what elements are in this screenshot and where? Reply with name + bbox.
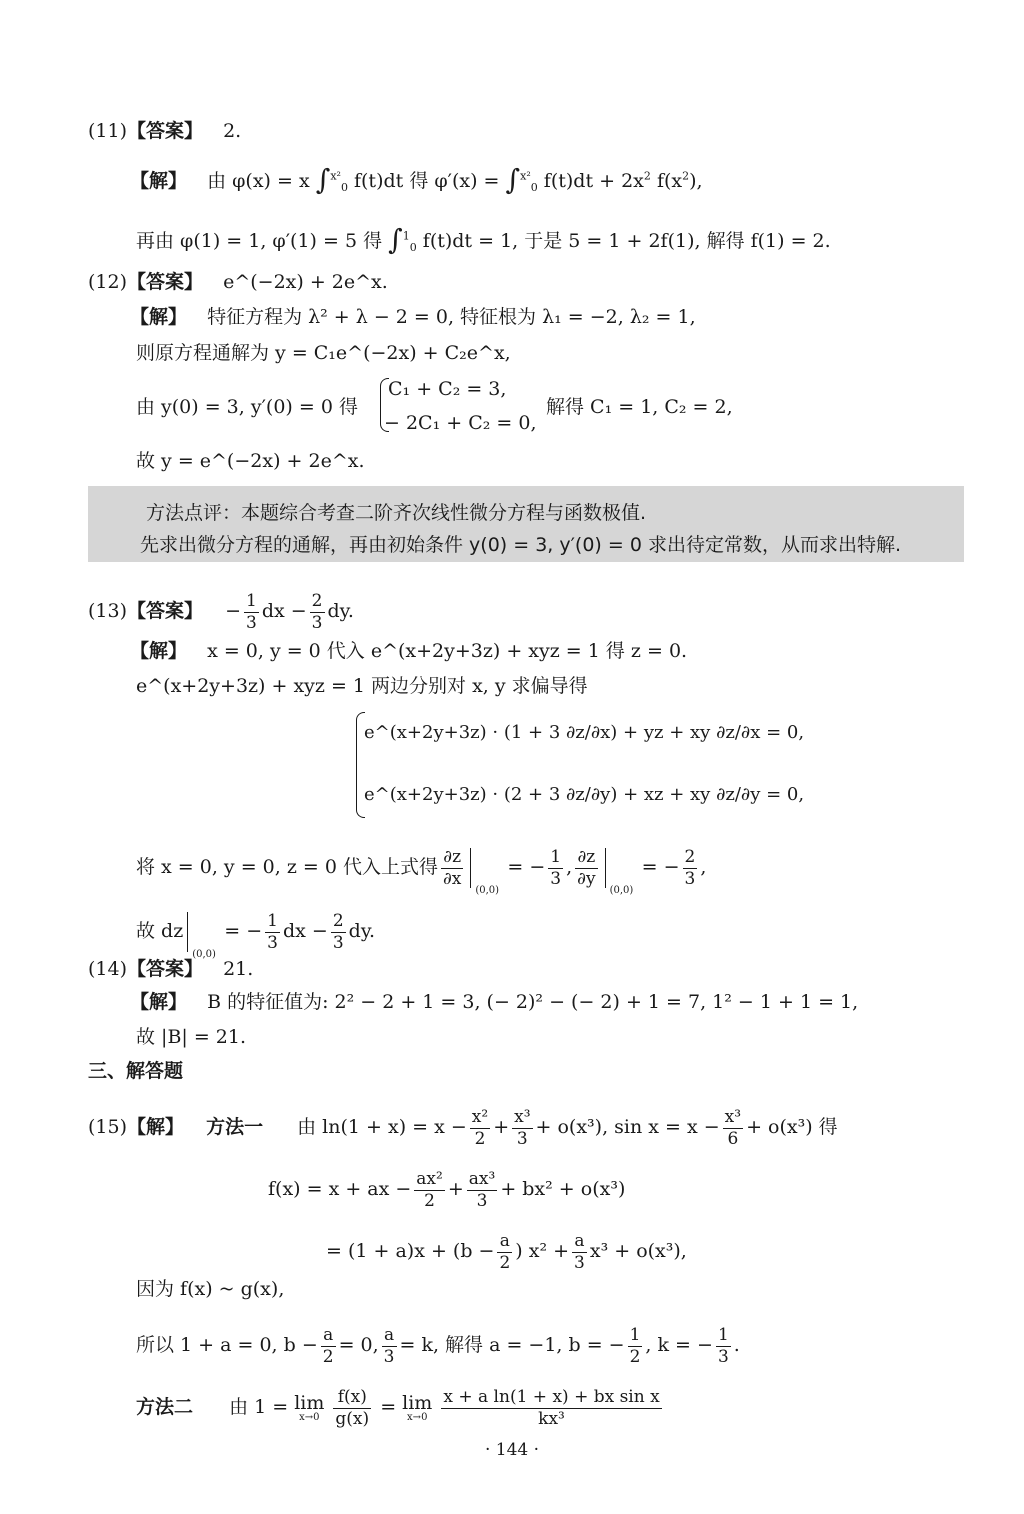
q15-line1-c: + o(x³) 得 <box>746 1116 838 1139</box>
q14-line1: B 的特征值为: 2² − 2 + 1 = 3, (− 2)² − (− 2) + 1 = 7, 1² − 1 + 1 = 1, <box>207 991 859 1013</box>
fraction: $\frac{1}{3}$ <box>246 591 257 633</box>
q13-eq2: e^(x+2y+3z) · (2 + 3 ∂z/∂y) + xz + xy ∂z/∂y = 0, <box>364 784 805 805</box>
q12-line3-b: 解得 C₁ = 1, C₂ = 2, <box>546 396 733 418</box>
q11-line1-e: ), <box>689 170 703 192</box>
fraction: $\frac{\text{x + a ln(1 + x) + bx sin x}}{\text{kx³}}$ <box>443 1387 660 1429</box>
q11-solution-tag: 【解】 <box>130 170 188 192</box>
q15-line2-b: + bx² + o(x³) <box>500 1178 626 1201</box>
q11-solution-line1: 【解】 由 φ(x) = x ∫$^{x^2}_0$ f(t)dt 得 φ′(x) = ∫$^{x^2}_0$ $f(t)dt + 2x^2$ $f(x^2)$, <box>130 163 703 196</box>
fraction: $\frac{1}{3}$ <box>717 1325 729 1367</box>
q11-line1-d: f(x <box>656 170 683 192</box>
fraction: $\frac{1}{2}$ <box>629 1325 641 1367</box>
limit: lim x→0 <box>402 1391 433 1423</box>
q13-eq1: e^(x+2y+3z) · (1 + 3 ∂z/∂x) + yz + xy ∂z/∂x = 0, <box>364 722 805 743</box>
fraction: $\frac{\text{x³}}{6}$ <box>724 1107 742 1149</box>
q11-line2-b: f(t)dt = 1, 于是 5 = 1 + 2f(1), 解得 f(1) = 2. <box>422 230 831 252</box>
integral-sign: ∫ <box>315 163 331 196</box>
limit: lim x→0 <box>294 1391 325 1423</box>
q15-line3: = (1 + a)x + (b − <box>326 1240 495 1263</box>
q12-line1: 特征方程为 λ² + λ − 2 = 0, 特征根为 λ₁ = −2, λ₂ = 1, <box>207 306 696 328</box>
fraction: $\frac{a}{3}$ <box>574 1231 585 1273</box>
q15-line2: f(x) = x + ax − <box>268 1178 412 1201</box>
q11-answer: 2. <box>223 120 242 142</box>
fraction: $\frac{\text{x³}}{3}$ <box>514 1107 531 1149</box>
fraction: $\frac{a}{2}$ <box>322 1325 334 1367</box>
q15-label: (15) <box>88 1116 128 1139</box>
q13-line2: e^(x+2y+3z) + xyz = 1 两边分别对 x, y 求偏导得 <box>136 675 588 697</box>
q13-line3: 将 x = 0, y = 0, z = 0 代入上式得 <box>136 856 438 879</box>
q11-line1-b: f(t)dt 得 φ′(x) = <box>353 170 500 192</box>
q15-line1-b: + o(x³), sin x = x − <box>535 1116 720 1139</box>
q15-line3-b: ) x² + <box>515 1240 570 1263</box>
q15-line3-c: x³ + o(x³), <box>589 1240 687 1263</box>
q13-line4-row: 故 dz (0,0) = − $\frac{1}{3}$ dx − $\frac{2}{3}$ dy. <box>136 911 376 961</box>
q13-solution-line1 <box>130 642 687 661</box>
integral-sign: ∫ <box>505 163 521 196</box>
q12-line3-a: 由 y(0) = 3, y′(0) = 0 得 <box>136 396 358 418</box>
q11-line1-c: f(t)dt + 2x <box>543 170 644 192</box>
fraction: $\frac{2}{3}$ <box>311 591 323 633</box>
fraction: $\frac{a}{3}$ <box>383 1325 395 1367</box>
q12-solution-line1 <box>130 308 696 327</box>
q15-line1-a: 由 ln(1 + x) = x − <box>297 1116 467 1139</box>
fraction: $\frac{\text{ax³}}{3}$ <box>468 1169 496 1211</box>
q14-solution-tag: 【解】 <box>130 991 188 1013</box>
q15-line5-row: 所以 1 + a = 0, b − $\frac{a}{2}$ = 0, $\frac{a}{3}$ = k, 解得 a = −1, b = − $\frac{1}{2}$ , k = − $\frac{1}{3}$ . <box>136 1325 740 1367</box>
q15-line1-row: (15)【解】 方法一 由 ln(1 + x) = x − $\frac{\text{x²}}{2}$ + $\frac{\text{x³}}{3}$ + o(x³), sin x = x − $\frac{\text{x³}}{6}$ + o(x³) 得 <box>88 1107 838 1149</box>
fraction: $\frac{\text{x²}}{2}$ <box>471 1107 489 1149</box>
fraction: $\frac{1}{3}$ <box>267 911 278 953</box>
fraction: $\frac{2}{3}$ <box>332 911 344 953</box>
section-heading: 三、解答题 <box>88 1060 184 1082</box>
fraction: $\frac{1}{3}$ <box>550 847 562 889</box>
q12-system-eq1: C₁ + C₂ = 3, <box>388 378 507 400</box>
q15-line4: 因为 f(x) ~ g(x), <box>136 1278 285 1300</box>
q15-line5-d: , k = − <box>645 1334 713 1357</box>
q12-line2: 则原方程通解为 y = C₁e^(−2x) + C₂e^x, <box>136 342 511 364</box>
page-number: · 144 · <box>484 1440 540 1460</box>
fraction: $\frac{\text{ax²}}{2}$ <box>416 1169 443 1211</box>
q13-line1: x = 0, y = 0 代入 e^(x+2y+3z) + xyz = 1 得 z = 0. <box>207 640 688 662</box>
q15-method2: 方法二 <box>136 1396 194 1419</box>
q15-line5-c: = k, 解得 a = −1, b = − <box>399 1334 625 1357</box>
q13-solution-tag: 【解】 <box>130 640 188 662</box>
q15-line6-row: 方法二 由 1 = lim x→0 $\frac{f(x)}{g(x)}$ = lim x→0 $\frac{\text{x + a ln(1 + x) + bx sin x}}{\text{kx³}}$ <box>136 1387 660 1429</box>
q14-line2: 故 |B| = 21. <box>136 1026 247 1048</box>
q13-line3-row: 将 x = 0, y = 0, z = 0 代入上式得 $\frac{\partial z}{\partial x}$ (0,0) = − $\frac{1}{3}$ , $\frac{\partial z}{\partial y}$ (0,0) = − $\frac{2}{3}$ , <box>136 847 707 897</box>
q14-solution-line1 <box>130 993 858 1012</box>
q12-answer: e^(−2x) + 2e^x. <box>223 271 388 293</box>
q11-label: (11) <box>88 120 128 142</box>
q15-method1: 方法一 <box>206 1116 264 1139</box>
q15-line2-row: f(x) = x + ax − $\frac{\text{ax²}}{2}$ + $\frac{\text{ax³}}{3}$ + bx² + o(x³) <box>268 1169 626 1211</box>
q14-answer-line <box>88 960 253 979</box>
q14-answer: 21. <box>223 958 254 980</box>
q15-line5-b: = 0, <box>338 1334 379 1357</box>
eval-bar: (0,0) <box>605 848 606 888</box>
q13-label: (13) <box>88 600 128 623</box>
eval-bar: (0,0) <box>470 848 471 888</box>
q13-line4: 故 dz <box>136 920 184 943</box>
note-line1: 方法点评：本题综合考查二阶齐次线性微分方程与函数极值. <box>146 502 647 524</box>
q15-line3-row <box>326 1232 687 1272</box>
fraction: $\frac{f(x)}{g(x)}$ <box>335 1387 370 1429</box>
q14-answer-tag: 【答案】 <box>127 958 204 980</box>
fraction: $\frac{a}{2}$ <box>499 1231 511 1273</box>
q12-answer-line <box>88 273 388 292</box>
fraction: $\frac{\partial z}{\partial x}$ <box>442 847 462 889</box>
q14-label: (14) <box>88 958 128 980</box>
eval-bar: (0,0) <box>187 912 188 952</box>
q11-answer-line <box>88 122 241 141</box>
q15-solution-tag: 【解】 <box>127 1116 185 1139</box>
method-comment-box <box>88 486 964 562</box>
q11-answer-tag: 【答案】 <box>127 120 204 142</box>
q12-answer-tag: 【答案】 <box>127 271 204 293</box>
q11-solution-line2: 再由 φ(1) = 1, φ′(1) = 5 得 ∫$^1_0$ f(t)dt = 1, 于是 5 = 1 + 2f(1), 解得 f(1) = 2. <box>136 223 831 256</box>
q11-line1-a: 由 φ(x) = x <box>207 170 310 192</box>
q15-line5-a: 所以 1 + a = 0, b − <box>136 1334 318 1357</box>
q12-label: (12) <box>88 271 128 293</box>
q12-solution-tag: 【解】 <box>130 306 188 328</box>
q13-answer-line: (13)【答案】 − $\frac{1}{3}$ dx − $\frac{2}{3}$ dy. <box>88 591 354 633</box>
q11-line2-a: 再由 φ(1) = 1, φ′(1) = 5 得 <box>136 230 383 252</box>
integral-sign: ∫ <box>388 223 403 256</box>
note-line2: 先求出微分方程的通解，再由初始条件 y(0) = 3, y′(0) = 0 求出待定常数，从而求出特解. <box>140 534 902 556</box>
q12-system-eq2: − 2C₁ + C₂ = 0, <box>384 412 537 434</box>
q13-answer-tag: 【答案】 <box>127 600 204 623</box>
q12-line4: 故 y = e^(−2x) + 2e^x. <box>136 450 365 472</box>
q15-line6-a: 由 1 = <box>229 1396 289 1419</box>
fraction: $\frac{2}{3}$ <box>684 847 696 889</box>
fraction: $\frac{\partial z}{\partial y}$ <box>577 847 596 889</box>
